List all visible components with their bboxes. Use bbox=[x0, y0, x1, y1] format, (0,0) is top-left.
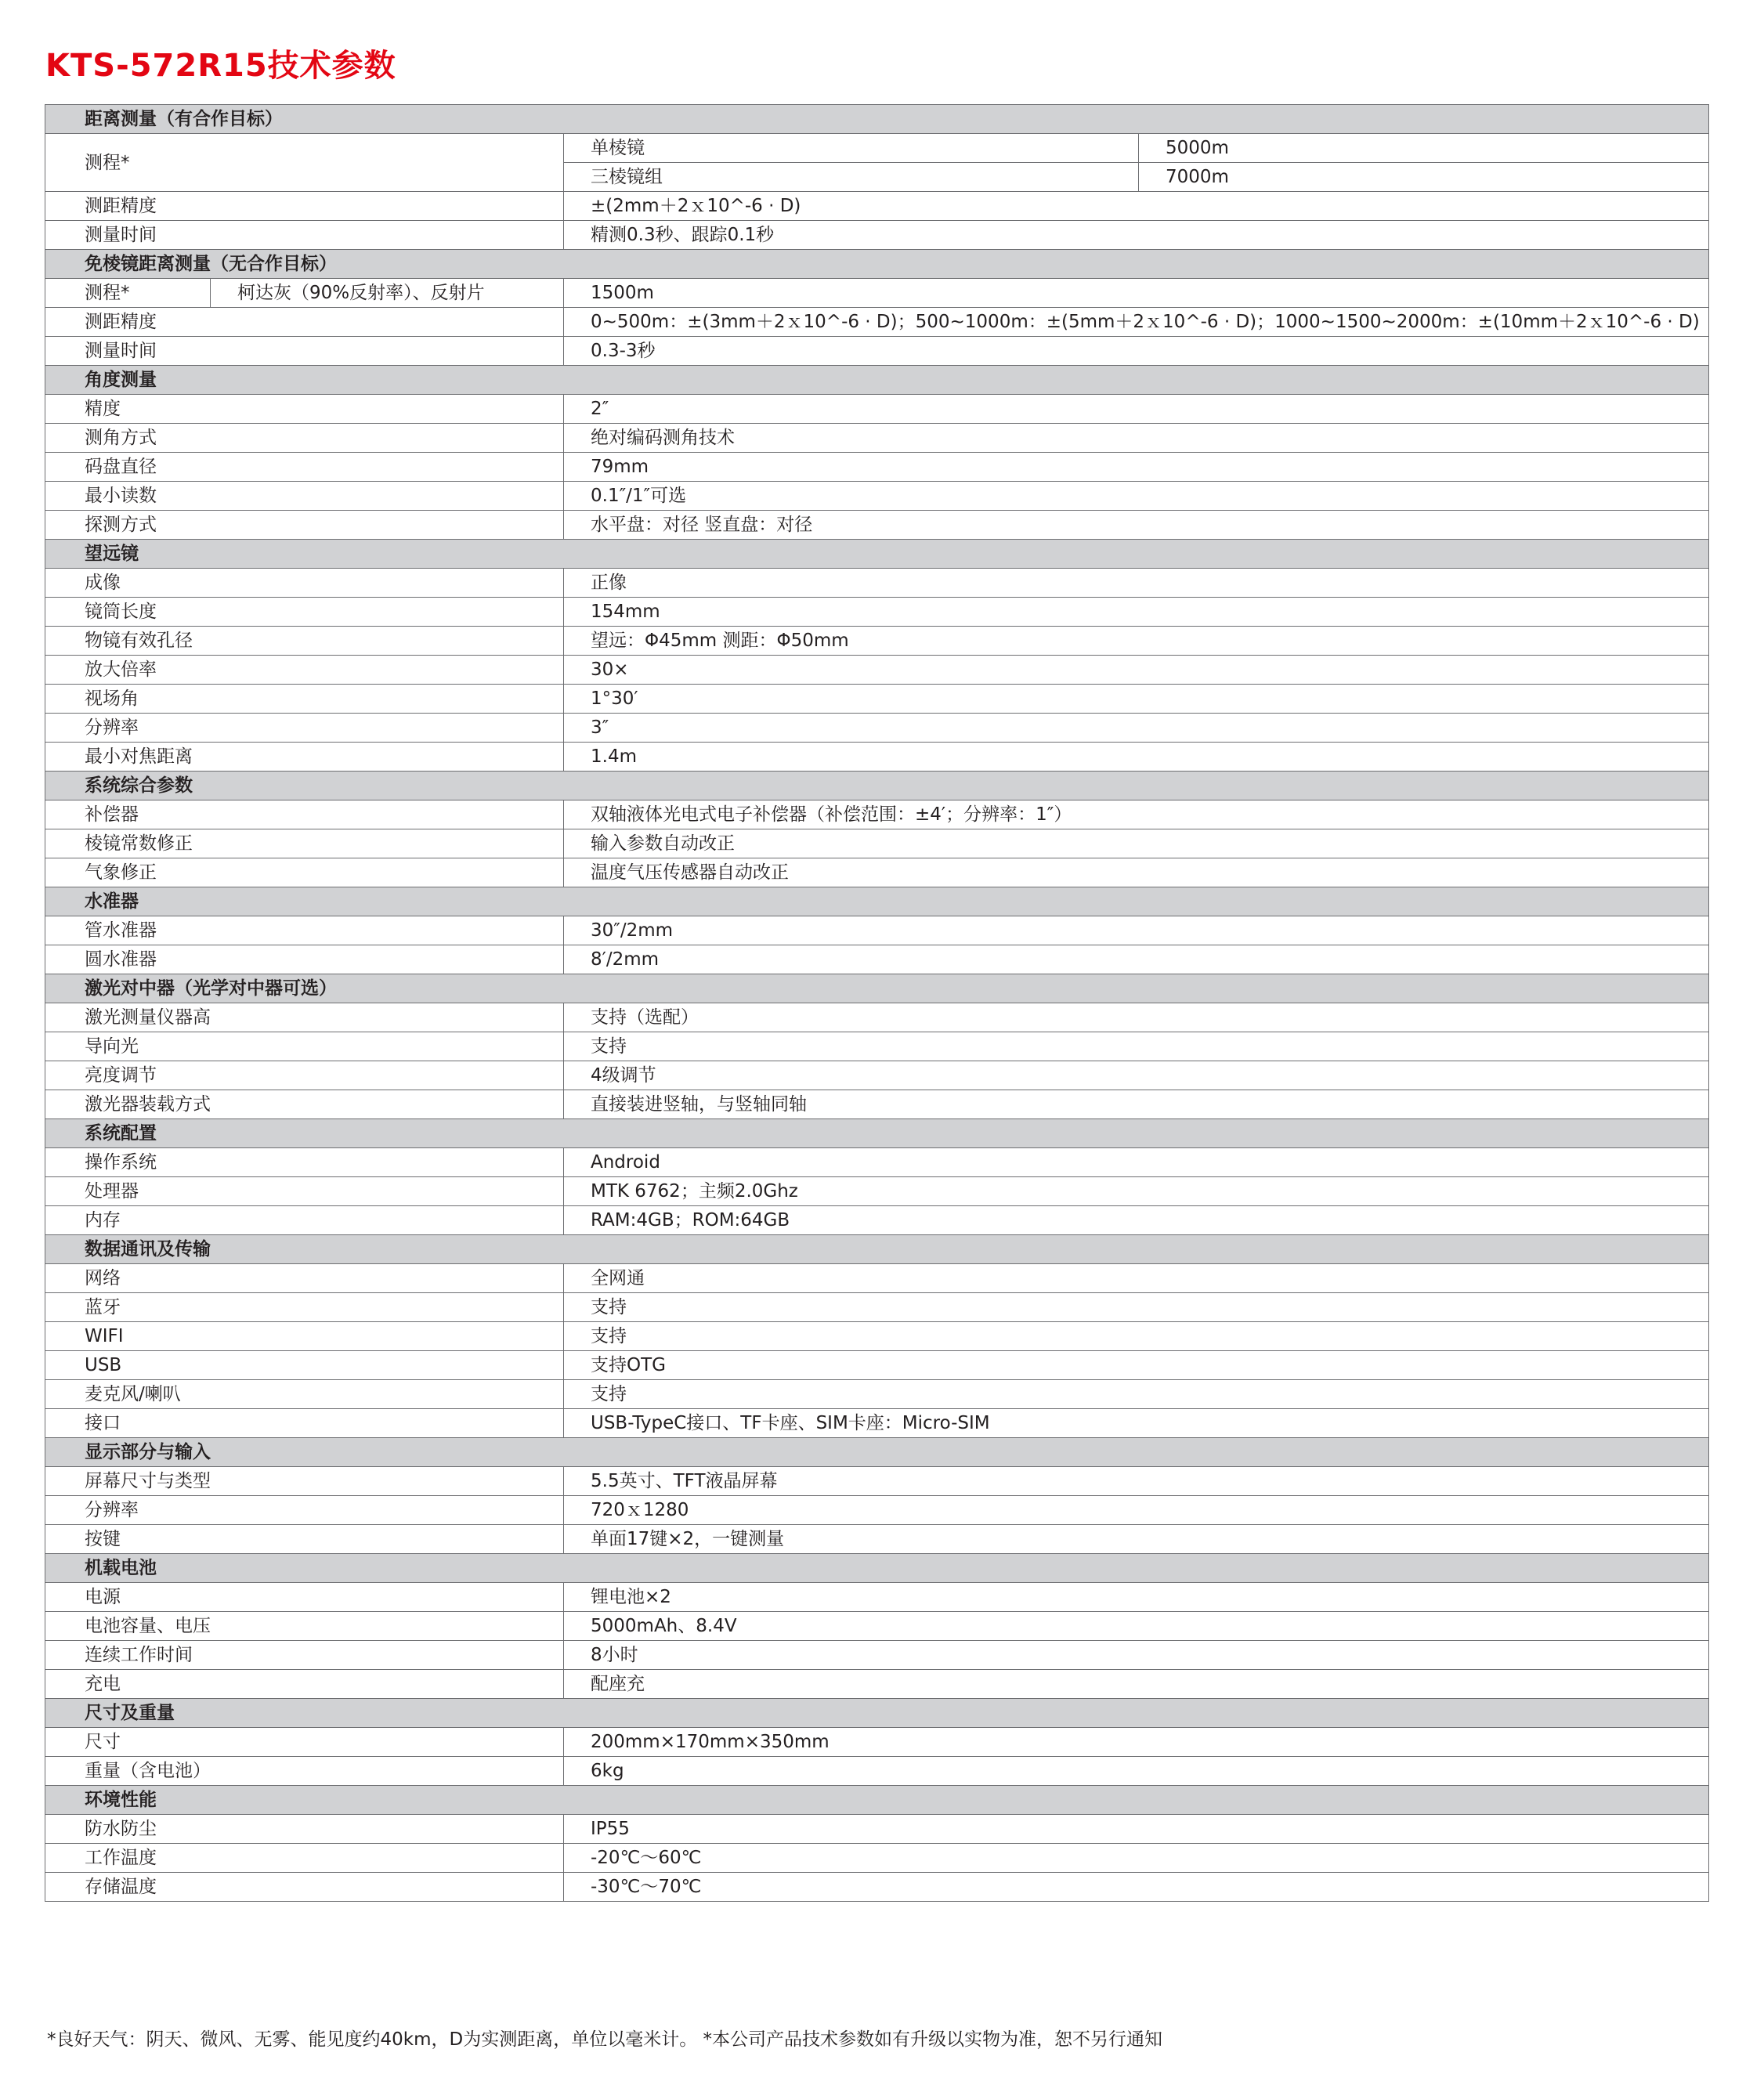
section-header: 激光对中器（光学对中器可选） bbox=[45, 974, 1709, 1003]
param-value: USB-TypeC接口、TF卡座、SIM卡座：Micro-SIM bbox=[564, 1409, 1709, 1438]
param-value: 3″ bbox=[564, 714, 1709, 743]
spec-table bbox=[45, 104, 1709, 1902]
param-label: 电池容量、电压 bbox=[45, 1612, 564, 1641]
param-value: 0.3-3秒 bbox=[564, 337, 1709, 366]
section-header-row bbox=[45, 366, 1709, 395]
param-label: 接口 bbox=[45, 1409, 564, 1438]
param-value: 8小时 bbox=[564, 1641, 1709, 1670]
table-row bbox=[45, 1148, 1709, 1177]
param-value: RAM:4GB；ROM:64GB bbox=[564, 1206, 1709, 1235]
param-value: IP55 bbox=[564, 1815, 1709, 1844]
param-value: 200mm×170mm×350mm bbox=[564, 1728, 1709, 1757]
table-row bbox=[45, 1351, 1709, 1380]
param-label: 镜筒长度 bbox=[45, 598, 564, 627]
table-row bbox=[45, 1583, 1709, 1612]
param-label: 视场角 bbox=[45, 685, 564, 714]
table-row bbox=[45, 453, 1709, 482]
table-row bbox=[45, 192, 1709, 221]
param-value: 支持（选配） bbox=[564, 1003, 1709, 1032]
param-value: -20℃～60℃ bbox=[564, 1844, 1709, 1873]
param-label: WIFI bbox=[45, 1322, 564, 1351]
param-value: 5000mAh、8.4V bbox=[564, 1612, 1709, 1641]
section-header-row bbox=[45, 1554, 1709, 1583]
table-row bbox=[45, 1293, 1709, 1322]
table-row bbox=[45, 337, 1709, 366]
param-value: 0.1″/1″可选 bbox=[564, 482, 1709, 511]
section-header-row bbox=[45, 1119, 1709, 1148]
table-row bbox=[45, 1206, 1709, 1235]
table-row bbox=[45, 1177, 1709, 1206]
param-label: 充电 bbox=[45, 1670, 564, 1699]
table-row bbox=[45, 1873, 1709, 1902]
section-header: 水准器 bbox=[45, 887, 1709, 916]
param-value: 支持OTG bbox=[564, 1351, 1709, 1380]
param-label: 成像 bbox=[45, 569, 564, 598]
table-row bbox=[45, 1728, 1709, 1757]
param-label: 气象修正 bbox=[45, 858, 564, 887]
table-row bbox=[45, 1496, 1709, 1525]
param-label: 工作温度 bbox=[45, 1844, 564, 1873]
param-label: 重量（含电池） bbox=[45, 1757, 564, 1786]
param-condition: 柯达灰（90%反射率）、反射片 bbox=[211, 279, 564, 308]
param-label: 探测方式 bbox=[45, 511, 564, 540]
param-value: 1500m bbox=[564, 279, 1709, 308]
param-value: 正像 bbox=[564, 569, 1709, 598]
param-value: Android bbox=[564, 1148, 1709, 1177]
param-label: 麦克风/喇叭 bbox=[45, 1380, 564, 1409]
section-header: 距离测量（有合作目标） bbox=[45, 105, 1709, 134]
section-header: 机载电池 bbox=[45, 1554, 1709, 1583]
table-row bbox=[45, 656, 1709, 685]
param-value: -30℃～70℃ bbox=[564, 1873, 1709, 1902]
table-row bbox=[45, 743, 1709, 772]
table-row bbox=[45, 1757, 1709, 1786]
section-header: 显示部分与输入 bbox=[45, 1438, 1709, 1467]
section-header-row bbox=[45, 250, 1709, 279]
param-value: 2″ bbox=[564, 395, 1709, 424]
table-row bbox=[45, 1264, 1709, 1293]
param-label: 测距精度 bbox=[45, 308, 564, 337]
param-value: 6kg bbox=[564, 1757, 1709, 1786]
table-row bbox=[45, 482, 1709, 511]
table-row bbox=[45, 279, 1709, 308]
section-header-row bbox=[45, 105, 1709, 134]
table-row bbox=[45, 916, 1709, 945]
table-row bbox=[45, 1467, 1709, 1496]
table-row bbox=[45, 1380, 1709, 1409]
section-header: 免棱镜距离测量（无合作目标） bbox=[45, 250, 1709, 279]
param-value: 锂电池×2 bbox=[564, 1583, 1709, 1612]
param-value: 全网通 bbox=[564, 1264, 1709, 1293]
param-label: 内存 bbox=[45, 1206, 564, 1235]
page-title: KTS-572R15技术参数 bbox=[45, 48, 396, 84]
section-header-row bbox=[45, 772, 1709, 800]
table-row bbox=[45, 1612, 1709, 1641]
param-value: 154mm bbox=[564, 598, 1709, 627]
param-value: 0~500m：±(3mm＋2ｘ10^-6 · D)；500~1000m：±(5mm＋2ｘ10^-6 · D)；1000~1500~2000m：±(10mm＋2ｘ10^-6 · D) bbox=[564, 308, 1709, 337]
table-row bbox=[45, 829, 1709, 858]
param-value: 配座充 bbox=[564, 1670, 1709, 1699]
param-label: 补偿器 bbox=[45, 800, 564, 829]
param-label: 按键 bbox=[45, 1525, 564, 1554]
section-header: 系统综合参数 bbox=[45, 772, 1709, 800]
table-row bbox=[45, 395, 1709, 424]
param-value: 水平盘：对径 竖直盘：对径 bbox=[564, 511, 1709, 540]
param-label: 网络 bbox=[45, 1264, 564, 1293]
param-label: 连续工作时间 bbox=[45, 1641, 564, 1670]
table-row bbox=[45, 858, 1709, 887]
section-header-row bbox=[45, 540, 1709, 569]
section-header-row bbox=[45, 1235, 1709, 1264]
param-label: 导向光 bbox=[45, 1032, 564, 1061]
table-row bbox=[45, 134, 1709, 163]
table-row bbox=[45, 1641, 1709, 1670]
section-header: 望远镜 bbox=[45, 540, 1709, 569]
param-label: 存储温度 bbox=[45, 1873, 564, 1902]
table-row bbox=[45, 598, 1709, 627]
table-row bbox=[45, 1815, 1709, 1844]
param-label: 处理器 bbox=[45, 1177, 564, 1206]
param-label: 尺寸 bbox=[45, 1728, 564, 1757]
table-row bbox=[45, 424, 1709, 453]
section-header: 尺寸及重量 bbox=[45, 1699, 1709, 1728]
table-row bbox=[45, 1032, 1709, 1061]
param-value: 绝对编码测角技术 bbox=[564, 424, 1709, 453]
table-row bbox=[45, 1061, 1709, 1090]
table-row bbox=[45, 627, 1709, 656]
param-value: 8′/2mm bbox=[564, 945, 1709, 974]
section-header-row bbox=[45, 1699, 1709, 1728]
param-label: 屏幕尺寸与类型 bbox=[45, 1467, 564, 1496]
table-row bbox=[45, 945, 1709, 974]
param-label: 分辨率 bbox=[45, 1496, 564, 1525]
section-header: 数据通讯及传输 bbox=[45, 1235, 1709, 1264]
table-row bbox=[45, 1090, 1709, 1119]
param-label: 圆水准器 bbox=[45, 945, 564, 974]
param-label: 最小对焦距离 bbox=[45, 743, 564, 772]
param-value: 输入参数自动改正 bbox=[564, 829, 1709, 858]
param-sublabel: 三棱镜组 bbox=[564, 163, 1139, 192]
param-value: 30″/2mm bbox=[564, 916, 1709, 945]
footnote: *良好天气：阴天、微风、无雾、能见度约40km，D为实测距离，单位以毫米计。 *本公司产品技术参数如有升级以实物为准，恕不另行通知 bbox=[47, 2029, 1163, 2050]
param-label: 测距精度 bbox=[45, 192, 564, 221]
param-label: 亮度调节 bbox=[45, 1061, 564, 1090]
param-label: 管水准器 bbox=[45, 916, 564, 945]
param-label: USB bbox=[45, 1351, 564, 1380]
table-row bbox=[45, 800, 1709, 829]
param-value: 4级调节 bbox=[564, 1061, 1709, 1090]
table-row bbox=[45, 1670, 1709, 1699]
table-row bbox=[45, 1525, 1709, 1554]
param-value: 精测0.3秒、跟踪0.1秒 bbox=[564, 221, 1709, 250]
section-header: 环境性能 bbox=[45, 1786, 1709, 1815]
param-value: 5000m bbox=[1139, 134, 1709, 163]
param-value: ±(2mm＋2ｘ10^-6 · D) bbox=[564, 192, 1709, 221]
param-label: 操作系统 bbox=[45, 1148, 564, 1177]
param-label: 测量时间 bbox=[45, 221, 564, 250]
section-header: 系统配置 bbox=[45, 1119, 1709, 1148]
param-value: 1.4m bbox=[564, 743, 1709, 772]
param-label: 测量时间 bbox=[45, 337, 564, 366]
param-label: 精度 bbox=[45, 395, 564, 424]
generic-sections bbox=[45, 366, 1709, 1902]
param-value: 支持 bbox=[564, 1032, 1709, 1061]
table-row bbox=[45, 221, 1709, 250]
param-value: 温度气压传感器自动改正 bbox=[564, 858, 1709, 887]
param-label: 测程* bbox=[45, 134, 564, 192]
param-label: 物镜有效孔径 bbox=[45, 627, 564, 656]
param-sublabel: 单棱镜 bbox=[564, 134, 1139, 163]
param-label: 测程* bbox=[45, 279, 211, 308]
table-row bbox=[45, 1322, 1709, 1351]
param-value: 支持 bbox=[564, 1322, 1709, 1351]
section-header-row bbox=[45, 887, 1709, 916]
param-label: 防水防尘 bbox=[45, 1815, 564, 1844]
table-row bbox=[45, 1844, 1709, 1873]
table-row bbox=[45, 1409, 1709, 1438]
section-header-row bbox=[45, 1786, 1709, 1815]
param-value: MTK 6762；主频2.0Ghz bbox=[564, 1177, 1709, 1206]
param-value: 7000m bbox=[1139, 163, 1709, 192]
section-header: 角度测量 bbox=[45, 366, 1709, 395]
param-value: 5.5英寸、TFT液晶屏幕 bbox=[564, 1467, 1709, 1496]
param-label: 激光器装载方式 bbox=[45, 1090, 564, 1119]
section-header-row bbox=[45, 974, 1709, 1003]
param-value: 直接装进竖轴，与竖轴同轴 bbox=[564, 1090, 1709, 1119]
param-value: 双轴液体光电式电子补偿器（补偿范围：±4′；分辨率：1″） bbox=[564, 800, 1709, 829]
param-label: 分辨率 bbox=[45, 714, 564, 743]
table-row bbox=[45, 511, 1709, 540]
param-label: 放大倍率 bbox=[45, 656, 564, 685]
param-value: 1°30′ bbox=[564, 685, 1709, 714]
param-label: 最小读数 bbox=[45, 482, 564, 511]
section-header-row bbox=[45, 1438, 1709, 1467]
param-label: 蓝牙 bbox=[45, 1293, 564, 1322]
param-value: 30× bbox=[564, 656, 1709, 685]
param-label: 棱镜常数修正 bbox=[45, 829, 564, 858]
param-value: 支持 bbox=[564, 1380, 1709, 1409]
table-row bbox=[45, 1003, 1709, 1032]
param-label: 激光测量仪器高 bbox=[45, 1003, 564, 1032]
param-value: 望远：Φ45mm 测距：Φ50mm bbox=[564, 627, 1709, 656]
table-row bbox=[45, 685, 1709, 714]
table-row bbox=[45, 569, 1709, 598]
table-row bbox=[45, 308, 1709, 337]
param-label: 电源 bbox=[45, 1583, 564, 1612]
param-value: 支持 bbox=[564, 1293, 1709, 1322]
param-value: 720ｘ1280 bbox=[564, 1496, 1709, 1525]
param-value: 单面17键×2，一键测量 bbox=[564, 1525, 1709, 1554]
table-row bbox=[45, 714, 1709, 743]
param-label: 码盘直径 bbox=[45, 453, 564, 482]
param-label: 测角方式 bbox=[45, 424, 564, 453]
param-value: 79mm bbox=[564, 453, 1709, 482]
